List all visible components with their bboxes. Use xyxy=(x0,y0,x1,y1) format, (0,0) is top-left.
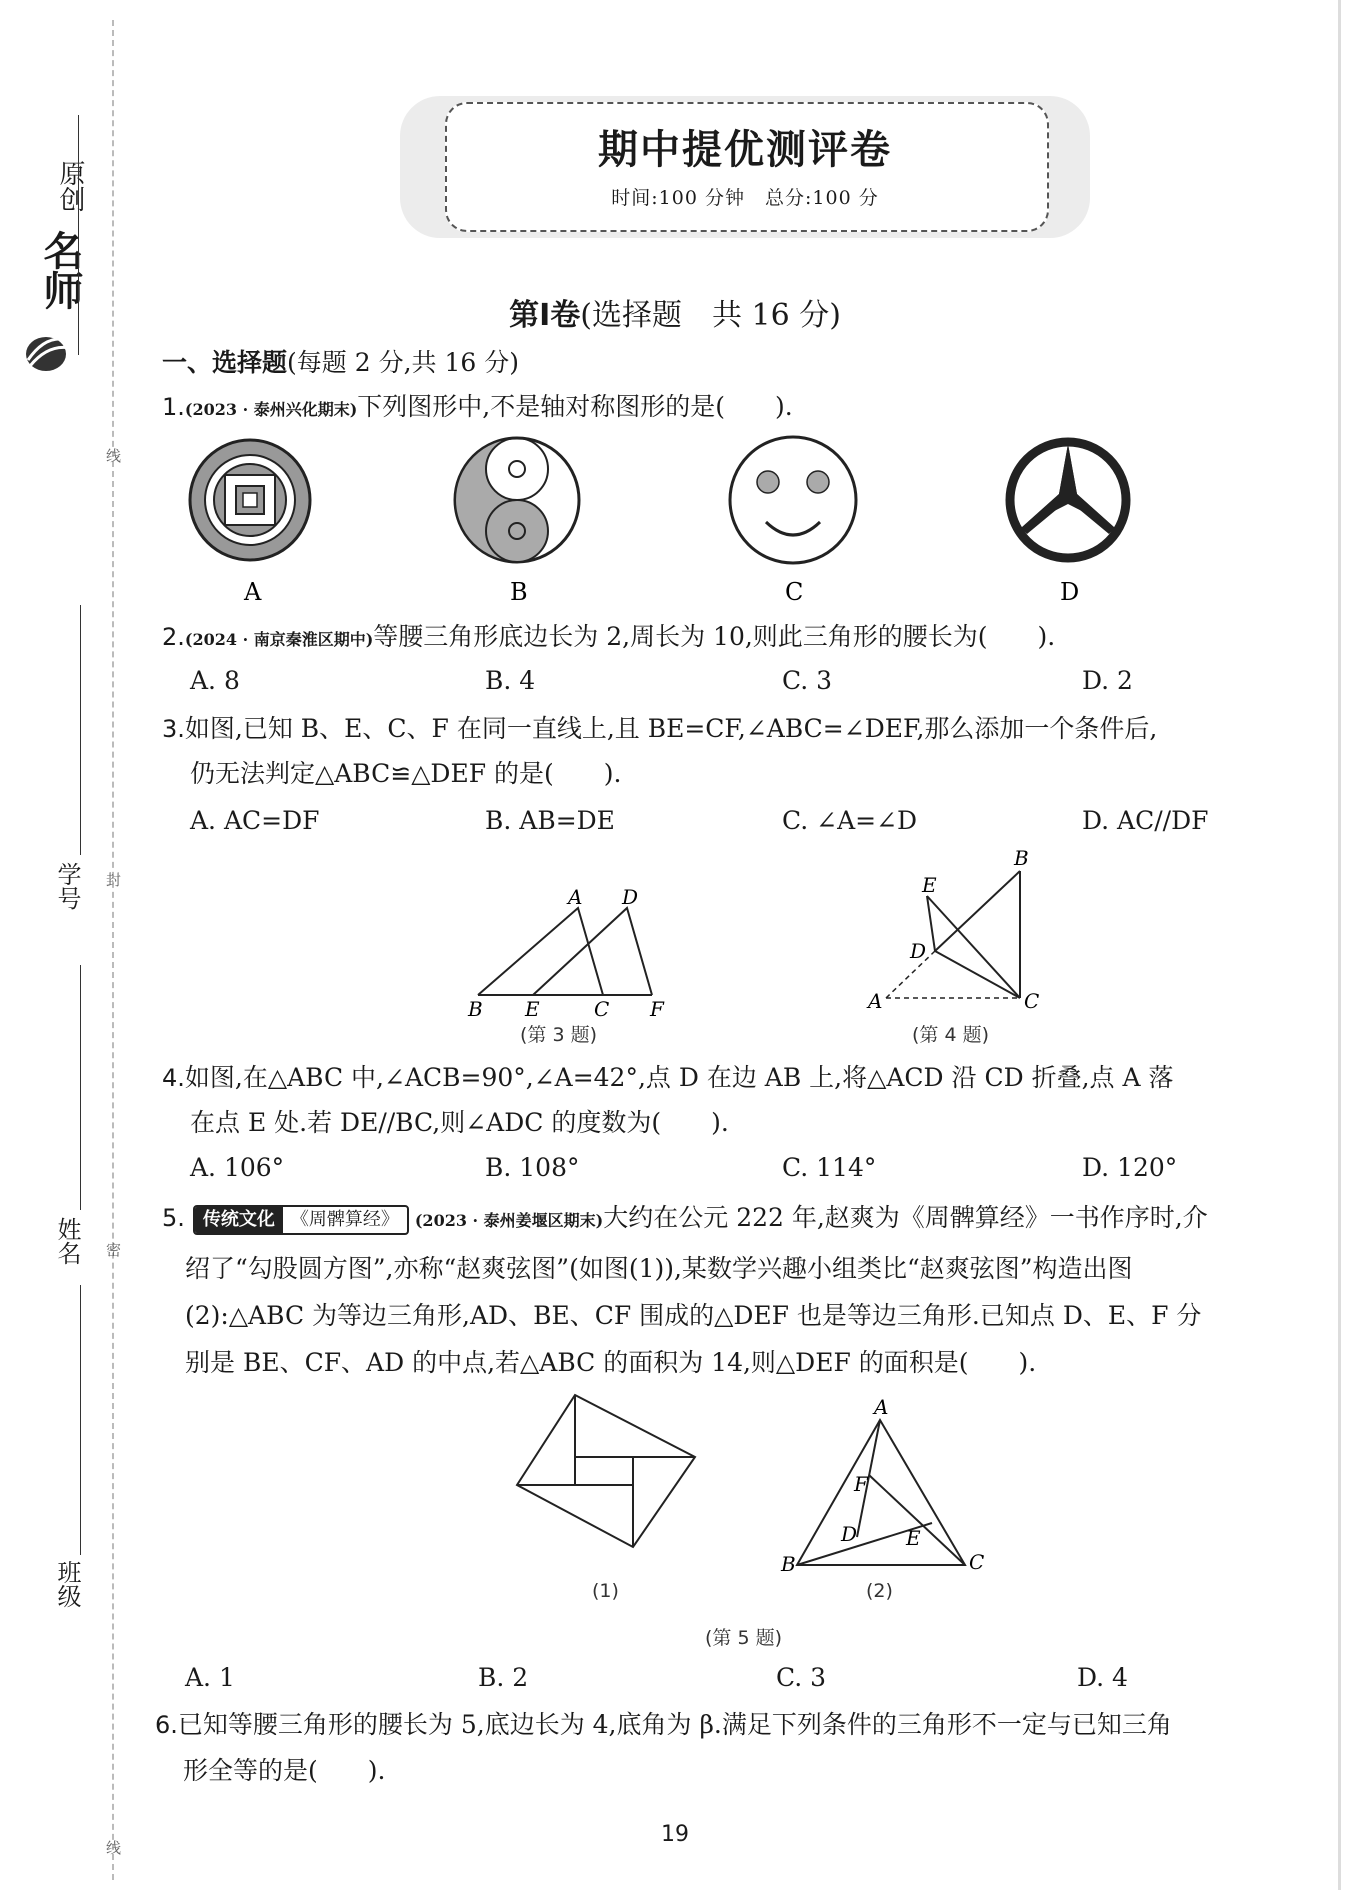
point-b: B xyxy=(1014,846,1029,870)
equilateral-triangle-diagram xyxy=(775,1395,995,1585)
point-d: D xyxy=(910,939,927,963)
question-6 xyxy=(155,1702,1172,1748)
section-title: 第Ⅰ卷 xyxy=(509,298,581,333)
part-title: 一、选择题 xyxy=(162,348,288,377)
xuehao-label: 学号 xyxy=(53,862,81,910)
point-e: E xyxy=(922,873,937,897)
question-4 xyxy=(162,1055,1173,1101)
question-number: 3. xyxy=(162,715,185,743)
question-source: (2023 · 泰州兴化期末) xyxy=(184,400,358,419)
q2-option-a[interactable]: A. 8 xyxy=(190,666,240,695)
q5-option-d[interactable]: D. 4 xyxy=(1077,1663,1128,1692)
point-a: A xyxy=(868,989,883,1013)
question-source: (2023 · 泰州姜堰区期末) xyxy=(414,1211,604,1230)
point-a: A xyxy=(568,885,583,909)
xingming-blank[interactable] xyxy=(80,965,81,1210)
badge-book: 《周髀算经》 xyxy=(290,1208,399,1230)
point-e: E xyxy=(525,997,540,1020)
q3-option-b[interactable]: B. AB=DE xyxy=(485,806,615,835)
yin-yang-figure xyxy=(455,438,579,562)
q3-triangle-diagram xyxy=(460,880,690,1020)
q5-option-b[interactable]: B. 2 xyxy=(478,1663,529,1692)
q5-option-a[interactable]: A. 1 xyxy=(185,1663,235,1692)
q4-caption: (第 4 题) xyxy=(912,1024,989,1046)
q3-option-a[interactable]: A. AC=DF xyxy=(190,806,320,835)
q2-option-d[interactable]: D. 2 xyxy=(1082,666,1133,695)
question-text: 下列图形中,不是轴对称图形的是( ). xyxy=(357,392,793,421)
question-1 xyxy=(162,384,793,432)
question-text-line1: 如图,在△ABC 中,∠ACB=90°,∠A=42°,点 D 在边 AB 上,将△ACD 沿 CD 折叠,点 A 落 xyxy=(184,1063,1174,1092)
q4-option-d[interactable]: D. 120° xyxy=(1082,1153,1178,1182)
xingming-label: 姓名 xyxy=(53,1217,81,1265)
part-note: (每题 2 分,共 16 分) xyxy=(287,348,519,377)
q3-caption: (第 3 题) xyxy=(520,1024,597,1046)
point-b: B xyxy=(781,1552,796,1576)
page-number: 19 xyxy=(661,1822,689,1847)
cut-mark-mi: 密 xyxy=(104,1242,122,1257)
page-edge xyxy=(1338,0,1341,1890)
smiley-figure xyxy=(730,437,856,563)
question-3-cont: 仍无法判定△ABC≌△DEF 的是( ). xyxy=(190,759,622,788)
question-number: 1. xyxy=(162,393,185,421)
traditional-culture-badge xyxy=(193,1205,409,1235)
question-2 xyxy=(162,614,1055,662)
q2-option-b[interactable]: B. 4 xyxy=(485,666,536,695)
point-f: F xyxy=(650,997,664,1020)
coin-figure xyxy=(190,440,310,560)
figure-label-b: B xyxy=(510,578,528,606)
point-d: D xyxy=(622,885,639,909)
banji-blank[interactable] xyxy=(80,1285,81,1555)
cut-mark-xian: 线 xyxy=(104,448,122,463)
question-5-line3: (2):△ABC 为等边三角形,AD、BE、CF 围成的△DEF 也是等边三角形.已知点 D、E、F 分 xyxy=(185,1301,1202,1330)
question-source: (2024 · 南京秦淮区期中) xyxy=(184,630,374,649)
figure-label-d: D xyxy=(1060,578,1080,606)
question-number: 4. xyxy=(162,1064,185,1092)
question-number: 6. xyxy=(155,1711,178,1739)
zhao-shuang-diagram xyxy=(510,1385,710,1570)
question-text-line1: 大约在公元 222 年,赵爽为《周髀算经》一书作序时,介 xyxy=(603,1203,1208,1232)
banji-label: 班级 xyxy=(53,1560,81,1608)
q4-option-c[interactable]: C. 114° xyxy=(782,1153,877,1182)
question-3 xyxy=(162,706,1157,752)
question-number: 5. xyxy=(162,1204,185,1232)
question-6-cont: 形全等的是( ). xyxy=(183,1756,386,1785)
exam-time-score: 时间:100 分钟 总分:100 分 xyxy=(611,187,879,209)
fig2-caption: (2) xyxy=(866,1580,893,1602)
cut-mark-feng: 封 xyxy=(104,872,122,887)
point-b: B xyxy=(468,997,483,1020)
cut-mark-xian-bottom: 线 xyxy=(104,1840,122,1855)
page-title: 期中提优测评卷 xyxy=(598,127,892,173)
question-4-cont: 在点 E 处.若 DE//BC,则∠ADC 的度数为( ). xyxy=(190,1108,729,1137)
point-c: C xyxy=(594,997,610,1020)
star-emblem-figure xyxy=(1010,442,1126,558)
point-c: C xyxy=(969,1550,985,1574)
point-a: A xyxy=(874,1395,889,1419)
fig1-caption: (1) xyxy=(592,1580,619,1602)
question-5 xyxy=(162,1195,1208,1243)
question-5-line4: 别是 BE、CF、AD 的中点,若△ABC 的面积为 14,则△DEF 的面积是( ). xyxy=(185,1348,1037,1377)
section-heading xyxy=(0,290,1350,334)
q2-option-c[interactable]: C. 3 xyxy=(782,666,833,695)
part-heading xyxy=(162,343,519,379)
q5-option-c[interactable]: C. 3 xyxy=(776,1663,827,1692)
question-number: 2. xyxy=(162,623,185,651)
xuehao-blank[interactable] xyxy=(80,605,81,855)
q4-option-b[interactable]: B. 108° xyxy=(485,1153,580,1182)
q1-figures xyxy=(180,430,1150,610)
question-text-line1: 如图,已知 B、E、C、F 在同一直线上,且 BE=CF,∠ABC=∠DEF,那么添加一个条件后, xyxy=(184,714,1158,743)
point-f: F xyxy=(854,1472,868,1496)
question-5-line2: 绍了“勾股圆方图”,亦称“赵爽弦图”(如图(1)),某数学兴趣小组类比“赵爽弦图”构造出图 xyxy=(185,1254,1133,1283)
point-c: C xyxy=(1024,989,1040,1013)
question-text-line1: 已知等腰三角形的腰长为 5,底边长为 4,底角为 β.满足下列条件的三角形不一定与已知三角 xyxy=(177,1710,1172,1739)
point-e: E xyxy=(906,1526,921,1550)
question-text: 等腰三角形底边长为 2,周长为 10,则此三角形的腰长为( ). xyxy=(373,622,1056,651)
point-d: D xyxy=(841,1522,858,1546)
figure-label-c: C xyxy=(785,578,804,606)
q3-option-d[interactable]: D. AC//DF xyxy=(1082,806,1209,835)
section-note: (选择题 共 16 分) xyxy=(580,298,841,333)
brand-sub: 原创 xyxy=(55,160,85,212)
q3-option-c[interactable]: C. ∠A=∠D xyxy=(782,806,918,835)
q5-caption: (第 5 题) xyxy=(705,1627,782,1649)
brand-logo xyxy=(22,330,74,374)
badge-tag: 传统文化 xyxy=(195,1207,283,1233)
q4-triangle-diagram xyxy=(860,846,1050,1016)
brand-name: 名师 xyxy=(37,230,83,310)
q4-option-a[interactable]: A. 106° xyxy=(190,1153,285,1182)
figure-label-a: A xyxy=(244,578,262,606)
